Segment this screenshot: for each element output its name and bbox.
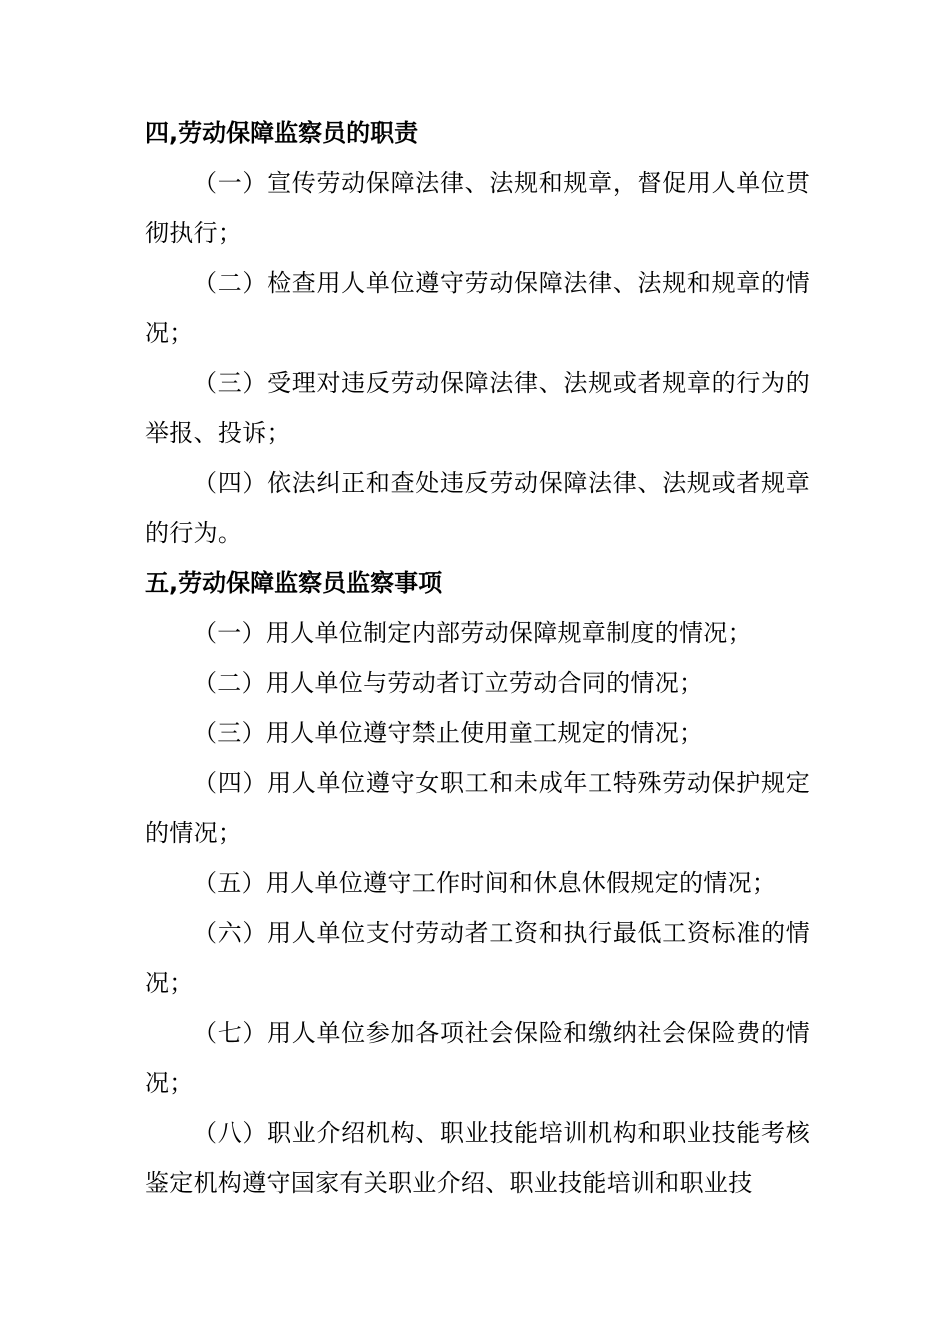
paragraph: （二）检查用人单位遵守劳动保障法律、法规和规章的情况； [145, 269, 810, 347]
section-heading: 四,劳动保障监察员的职责 [145, 119, 419, 147]
paragraph: （三）受理对违反劳动保障法律、法规或者规章的行为的举报、投诉； [145, 369, 810, 447]
paragraph: （八）职业介绍机构、职业技能培训机构和职业技能考核鉴定机构遵守国家有关职业介绍、职业技能培训和职业技 [145, 1119, 810, 1197]
section-inspection-items [145, 558, 810, 1208]
section-heading: 五,劳动保障监察员监察事项 [145, 569, 443, 597]
paragraph: （一）用人单位制定内部劳动保障规章制度的情况； [193, 619, 752, 647]
paragraph: （五）用人单位遵守工作时间和休息休假规定的情况； [193, 869, 777, 897]
document-page [145, 108, 810, 1208]
paragraph: （七）用人单位参加各项社会保险和缴纳社会保险费的情况； [145, 1019, 810, 1097]
paragraph: （四）用人单位遵守女职工和未成年工特殊劳动保护规定的情况； [145, 769, 810, 847]
paragraph: （六）用人单位支付劳动者工资和执行最低工资标准的情况； [145, 919, 810, 997]
paragraph: （一）宣传劳动保障法律、法规和规章，督促用人单位贯彻执行； [145, 169, 810, 247]
paragraph: （三）用人单位遵守禁止使用童工规定的情况； [193, 719, 704, 747]
section-duties [145, 108, 810, 558]
paragraph: （四）依法纠正和查处违反劳动保障法律、法规或者规章的行为。 [145, 469, 810, 547]
paragraph: （二）用人单位与劳动者订立劳动合同的情况； [193, 669, 704, 697]
